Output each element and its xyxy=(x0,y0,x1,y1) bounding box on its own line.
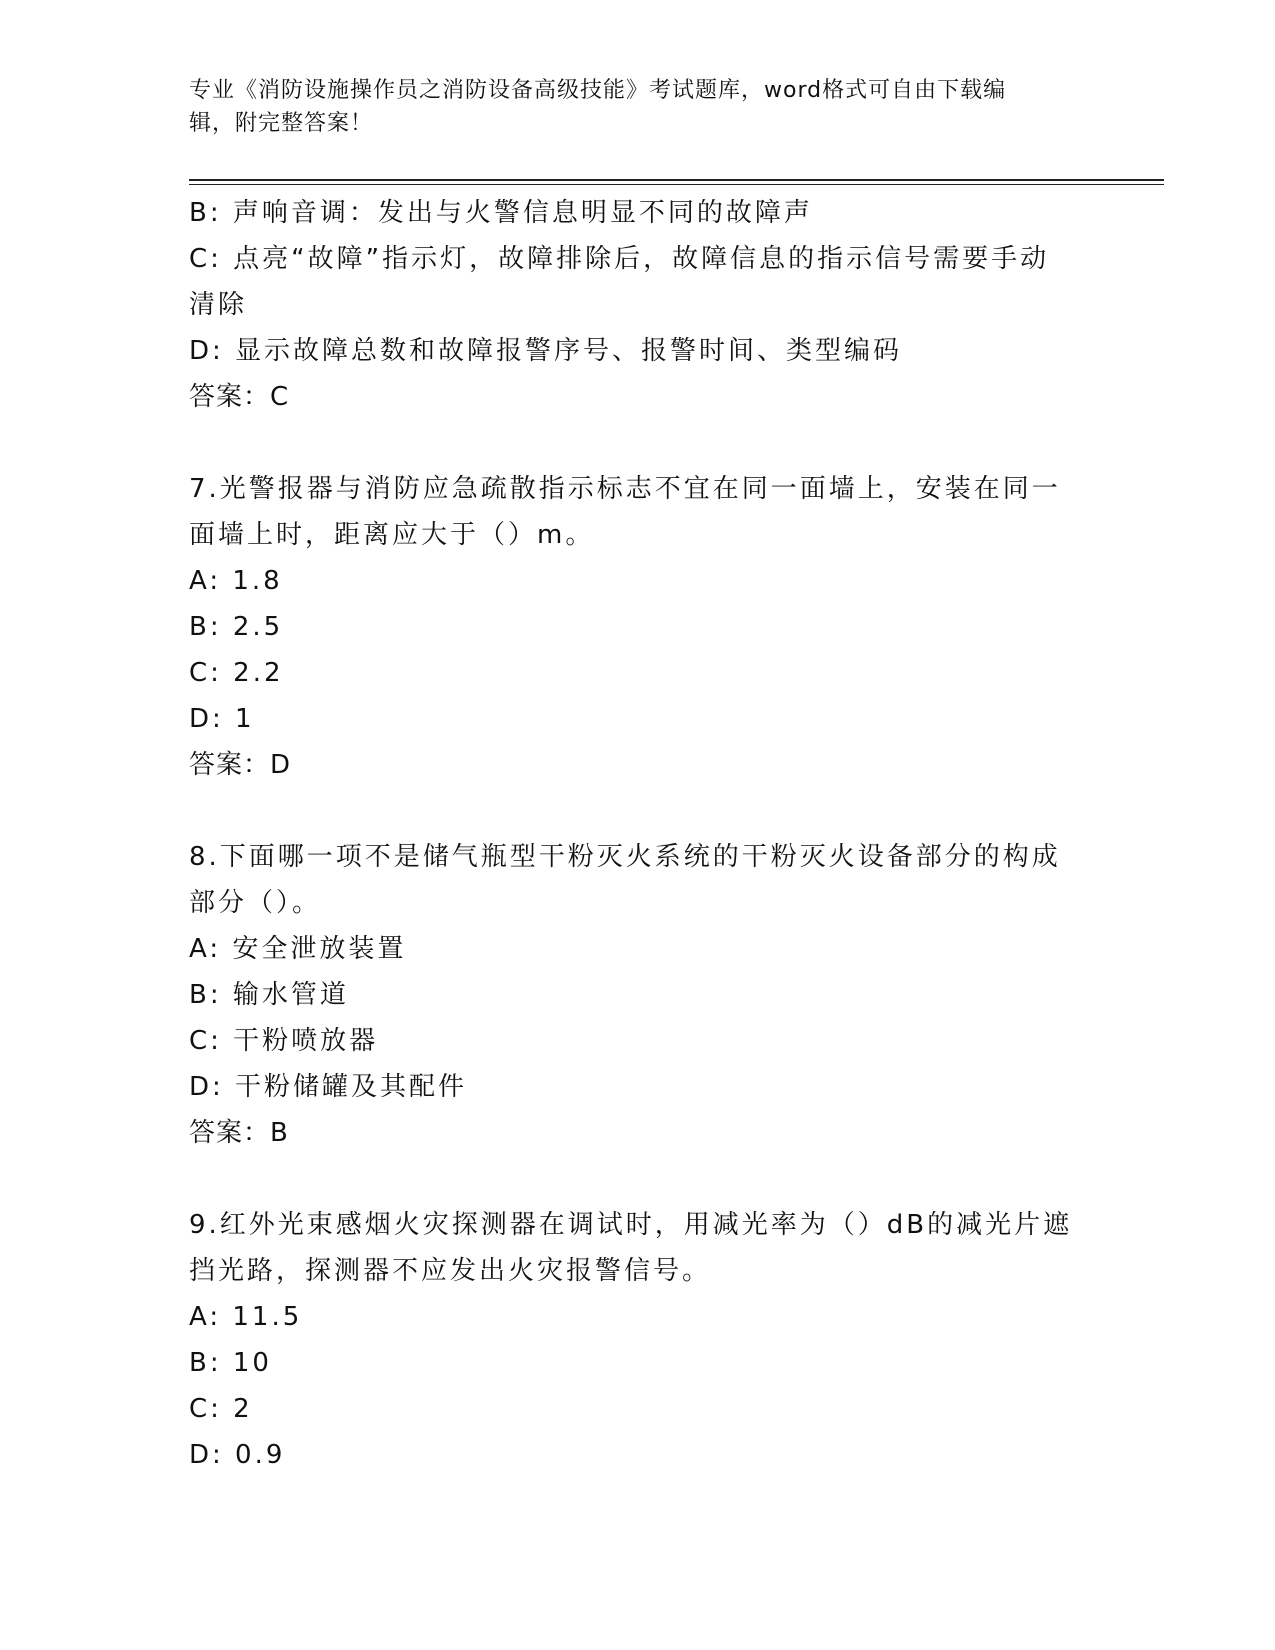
q8-option-c: C: 干粉喷放器 xyxy=(189,1026,379,1056)
q6-option-d: D: 显示故障总数和故障报警序号、报警时间、类型编码 xyxy=(189,336,903,366)
q7-stem-line-1: 7.光警报器与消防应急疏散指示标志不宜在同一面墙上，安装在同一 xyxy=(189,474,1061,504)
question-7 xyxy=(189,466,1089,788)
q7-option-a: A: 1.8 xyxy=(189,566,283,596)
question-content xyxy=(189,190,1089,1478)
spacer xyxy=(189,1156,1089,1202)
q6-answer: 答案：C xyxy=(189,382,290,412)
spacer xyxy=(189,420,1089,466)
question-6-tail xyxy=(189,190,1089,420)
q9-option-a: A: 11.5 xyxy=(189,1302,303,1332)
q8-answer: 答案：B xyxy=(189,1118,289,1148)
q8-option-b: B: 输水管道 xyxy=(189,980,349,1010)
q7-stem-line-2: 面墙上时，距离应大于（）m。 xyxy=(189,520,595,550)
q8-option-a: A: 安全泄放装置 xyxy=(189,934,407,964)
document-header xyxy=(189,74,1069,140)
q7-option-d: D: 1 xyxy=(189,704,255,734)
q8-option-d: D: 干粉储罐及其配件 xyxy=(189,1072,468,1102)
q9-stem-line-1: 9.红外光束感烟火灾探测器在调试时，用减光率为（）dB的减光片遮 xyxy=(189,1210,1073,1240)
q6-option-c-line-1: C: 点亮“故障”指示灯，故障排除后，故障信息的指示信号需要手动 xyxy=(189,244,1050,274)
question-9 xyxy=(189,1202,1089,1478)
q8-stem-line-2: 部分（）。 xyxy=(189,888,322,918)
q6-option-c-line-2: 清除 xyxy=(189,290,248,320)
q6-option-b: B: 声响音调：发出与火警信息明显不同的故障声 xyxy=(189,198,813,228)
q7-option-b: B: 2.5 xyxy=(189,612,284,642)
q7-option-c: C: 2.2 xyxy=(189,658,284,688)
q9-option-c: C: 2 xyxy=(189,1394,253,1424)
q9-stem-line-2: 挡光路，探测器不应发出火灾报警信号。 xyxy=(189,1256,712,1286)
spacer xyxy=(189,788,1089,834)
q9-option-d: D: 0.9 xyxy=(189,1440,286,1470)
q9-option-b: B: 10 xyxy=(189,1348,272,1378)
header-divider-top xyxy=(189,179,1164,181)
header-line-2: 辑，附完整答案！ xyxy=(189,111,374,136)
q7-answer: 答案：D xyxy=(189,750,292,780)
header-line-1: 专业《消防设施操作员之消防设备高级技能》考试题库，word格式可自由下载编 xyxy=(189,78,1007,103)
question-8 xyxy=(189,834,1089,1156)
header-divider-bottom xyxy=(189,184,1164,185)
q8-stem-line-1: 8.下面哪一项不是储气瓶型干粉灭火系统的干粉灭火设备部分的构成 xyxy=(189,842,1061,872)
